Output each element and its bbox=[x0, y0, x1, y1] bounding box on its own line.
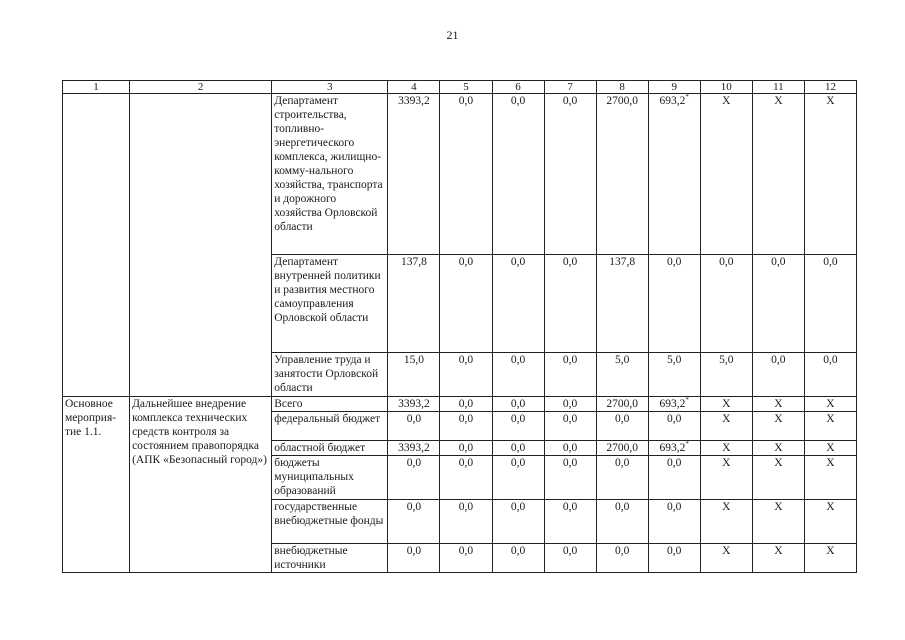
value-cell: 0,0 bbox=[440, 94, 492, 255]
value-cell: X bbox=[804, 412, 856, 441]
value-cell: 0,0 bbox=[492, 412, 544, 441]
column-number: 5 bbox=[440, 81, 492, 94]
value-cell: 0,0 bbox=[440, 397, 492, 412]
executor-name: Управление труда и занятости Орловской области bbox=[272, 353, 388, 397]
column-number: 12 bbox=[804, 81, 856, 94]
value-cell: 0,0 bbox=[544, 397, 596, 412]
value-cell: 0,0 bbox=[544, 412, 596, 441]
page-number: 21 bbox=[446, 28, 459, 42]
value-cell: 0,0 bbox=[492, 441, 544, 456]
value-cell: 0,0 bbox=[388, 500, 440, 544]
column-number-row bbox=[63, 81, 857, 94]
cell-empty bbox=[130, 94, 272, 397]
value-cell: X bbox=[804, 397, 856, 412]
column-number: 4 bbox=[388, 81, 440, 94]
value-cell: 0,0 bbox=[544, 441, 596, 456]
value-cell: 0,0 bbox=[596, 456, 648, 500]
value-cell: X bbox=[752, 412, 804, 441]
column-number: 10 bbox=[700, 81, 752, 94]
column-number: 9 bbox=[648, 81, 700, 94]
footnote-mark: * bbox=[685, 93, 689, 102]
value-cell: X bbox=[700, 412, 752, 441]
value-cell: 0,0 bbox=[492, 544, 544, 573]
value-cell: X bbox=[804, 544, 856, 573]
value-cell: 0,0 bbox=[648, 412, 700, 441]
executor-name: Департамент строительства, топливно-энергетического комплекса, жилищно-комму-нального хозяйства, транспорта и дорожного хозяйства Орловской области bbox=[272, 94, 388, 255]
value-cell: 0,0 bbox=[544, 353, 596, 397]
value-cell: 0,0 bbox=[752, 353, 804, 397]
value-cell: 0,0 bbox=[440, 255, 492, 353]
value-cell: 5,0 bbox=[596, 353, 648, 397]
value-cell: 0,0 bbox=[440, 441, 492, 456]
value-cell: 137,8 bbox=[596, 255, 648, 353]
value-cell: 0,0 bbox=[440, 353, 492, 397]
value-cell: X bbox=[700, 500, 752, 544]
column-number: 7 bbox=[544, 81, 596, 94]
budget-table bbox=[62, 80, 857, 573]
value-cell: 0,0 bbox=[596, 412, 648, 441]
funding-source: областной бюджет bbox=[272, 441, 388, 456]
value-cell: X bbox=[804, 500, 856, 544]
value-text: 693,2 bbox=[659, 398, 686, 410]
funding-source: внебюджетные источники bbox=[272, 544, 388, 573]
value-cell: 0,0 bbox=[544, 456, 596, 500]
funding-source: государственные внебюджетные фонды bbox=[272, 500, 388, 544]
value-cell: 15,0 bbox=[388, 353, 440, 397]
value-cell: 3393,2 bbox=[388, 441, 440, 456]
value-cell: X bbox=[700, 441, 752, 456]
executor-name: Департамент внутренней политики и развития местного самоуправления Орловской области bbox=[272, 255, 388, 353]
value-cell: 0,0 bbox=[388, 456, 440, 500]
value-cell: 0,0 bbox=[440, 544, 492, 573]
value-cell: 5,0 bbox=[648, 353, 700, 397]
value-cell: 0,0 bbox=[492, 456, 544, 500]
value-cell: 0,0 bbox=[648, 500, 700, 544]
value-cell: 3393,2 bbox=[388, 397, 440, 412]
funding-source: Всего bbox=[272, 397, 388, 412]
value-cell: 5,0 bbox=[700, 353, 752, 397]
value-cell: X bbox=[752, 500, 804, 544]
value-cell: X bbox=[804, 94, 856, 255]
event-name: Дальнейшее внедрение комплекса технических средств контроля за состоянием правопорядка (АПК «Безопасный город») bbox=[130, 397, 272, 573]
value-cell: X bbox=[752, 544, 804, 573]
value-text: 693,2 bbox=[659, 442, 686, 454]
column-number: 6 bbox=[492, 81, 544, 94]
value-cell: X bbox=[804, 441, 856, 456]
value-cell: X bbox=[804, 456, 856, 500]
table-row bbox=[63, 397, 857, 412]
table-row bbox=[63, 94, 857, 255]
value-cell: 2700,0 bbox=[596, 397, 648, 412]
funding-source: бюджеты муниципальных образований bbox=[272, 456, 388, 500]
value-cell: X bbox=[700, 94, 752, 255]
value-cell: 0,0 bbox=[492, 255, 544, 353]
footnote-mark: * bbox=[685, 396, 689, 405]
value-cell: 0,0 bbox=[492, 94, 544, 255]
value-text: 693,2 bbox=[659, 95, 686, 107]
column-number: 2 bbox=[130, 81, 272, 94]
footnote-mark: * bbox=[685, 440, 689, 449]
value-cell bbox=[648, 441, 700, 456]
value-cell: 2700,0 bbox=[596, 94, 648, 255]
value-cell: 0,0 bbox=[648, 456, 700, 500]
value-cell: 0,0 bbox=[388, 412, 440, 441]
value-cell: 0,0 bbox=[804, 255, 856, 353]
column-number: 8 bbox=[596, 81, 648, 94]
value-cell: X bbox=[700, 397, 752, 412]
value-cell: 3393,2 bbox=[388, 94, 440, 255]
value-cell: 0,0 bbox=[544, 500, 596, 544]
value-cell: X bbox=[700, 544, 752, 573]
value-cell: X bbox=[700, 456, 752, 500]
value-cell: 2700,0 bbox=[596, 441, 648, 456]
value-cell: 0,0 bbox=[440, 412, 492, 441]
value-cell: X bbox=[752, 94, 804, 255]
value-cell: 0,0 bbox=[492, 500, 544, 544]
value-cell: 0,0 bbox=[388, 544, 440, 573]
value-cell: 0,0 bbox=[544, 94, 596, 255]
value-cell: 0,0 bbox=[544, 544, 596, 573]
value-cell: 0,0 bbox=[648, 544, 700, 573]
value-cell: 0,0 bbox=[492, 353, 544, 397]
value-cell: 137,8 bbox=[388, 255, 440, 353]
cell-empty bbox=[63, 94, 130, 397]
column-number: 3 bbox=[272, 81, 388, 94]
column-number: 11 bbox=[752, 81, 804, 94]
value-cell: 0,0 bbox=[596, 500, 648, 544]
value-cell: 0,0 bbox=[544, 255, 596, 353]
value-cell: 0,0 bbox=[700, 255, 752, 353]
value-cell: 0,0 bbox=[440, 456, 492, 500]
value-cell bbox=[648, 94, 700, 255]
value-cell: 0,0 bbox=[492, 397, 544, 412]
funding-source: федеральный бюджет bbox=[272, 412, 388, 441]
value-cell: 0,0 bbox=[804, 353, 856, 397]
value-cell: 0,0 bbox=[596, 544, 648, 573]
value-cell bbox=[648, 397, 700, 412]
event-number: Основное мероприя-тие 1.1. bbox=[63, 397, 130, 573]
value-cell: 0,0 bbox=[752, 255, 804, 353]
value-cell: X bbox=[752, 441, 804, 456]
value-cell: 0,0 bbox=[440, 500, 492, 544]
column-number: 1 bbox=[63, 81, 130, 94]
value-cell: 0,0 bbox=[648, 255, 700, 353]
value-cell: X bbox=[752, 397, 804, 412]
value-cell: X bbox=[752, 456, 804, 500]
